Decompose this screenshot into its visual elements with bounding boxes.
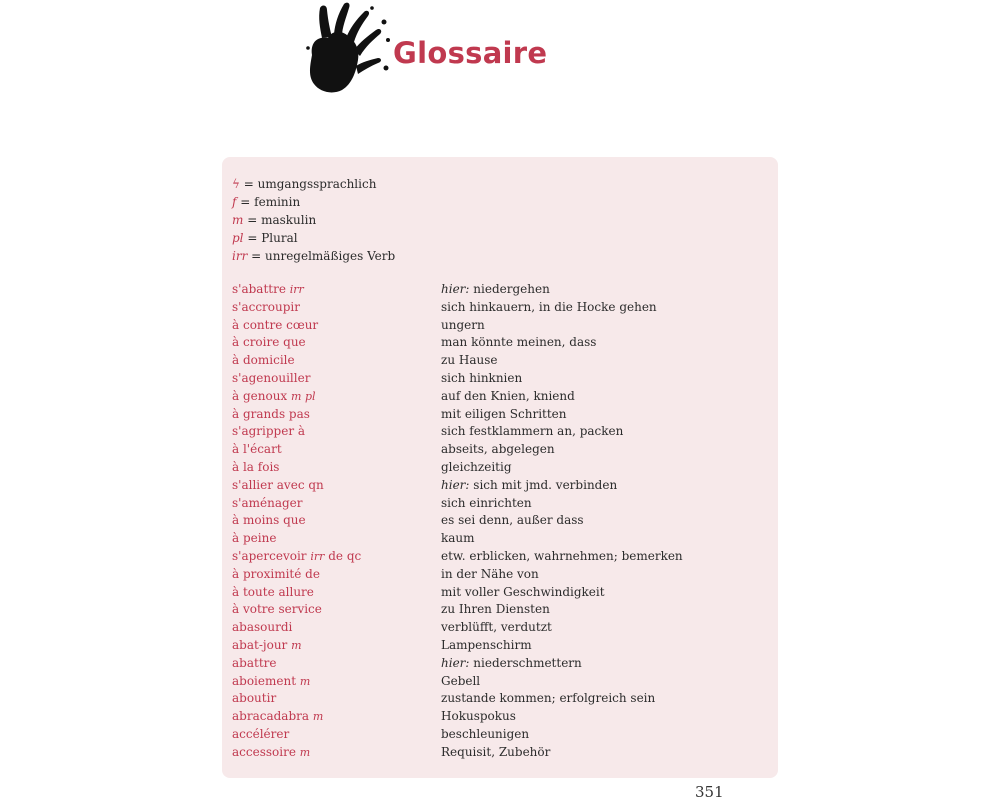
legend-row: [232, 247, 395, 265]
legend-row: [232, 229, 395, 247]
glossary-term: [232, 317, 441, 335]
glossary-entry: [232, 406, 772, 424]
glossary-entry: [232, 477, 772, 495]
term-text: abasourdi: [232, 620, 293, 635]
term-text: à genoux: [232, 388, 288, 403]
grammar-tag: m: [299, 674, 311, 688]
term-text: à votre service: [232, 602, 322, 617]
glossary-term: [232, 441, 441, 459]
glossary-definition: [441, 406, 567, 424]
glossary-term: [232, 601, 441, 619]
grammar-tag: m: [291, 638, 302, 652]
term-text: à grands pas: [232, 406, 310, 421]
definition-text: auf den Knien, kniend: [441, 388, 575, 403]
term-text: à moins que: [232, 513, 306, 528]
glossary-panel: [222, 157, 778, 778]
glossary-definition: [441, 281, 550, 299]
glossary-entry: [232, 495, 772, 513]
glossary-entry: [232, 566, 772, 584]
abbreviation-legend: [232, 175, 395, 265]
definition-text: kaum: [441, 531, 475, 546]
glossary-definition: [441, 744, 550, 762]
definition-prefix: hier:: [441, 655, 470, 670]
definition-text: sich festklammern an, packen: [441, 424, 624, 439]
term-text: accessoire: [232, 744, 296, 759]
glossary-entry: [232, 352, 772, 370]
term-text: s'agripper à: [232, 424, 306, 439]
definition-text: sich einrichten: [441, 495, 532, 510]
glossary-definition: [441, 352, 497, 370]
definition-text: man könnte meinen, dass: [441, 335, 597, 350]
definition-text: niedergehen: [473, 282, 550, 296]
glossary-definition: [441, 299, 657, 317]
glossary-term: [232, 299, 441, 317]
definition-text: sich mit jmd. verbinden: [473, 477, 618, 492]
term-text: s'apercevoir: [232, 548, 307, 563]
handprint-icon: [302, 0, 394, 95]
header: [300, 0, 630, 100]
glossary-entry: [232, 299, 772, 317]
glossary-definition: [441, 673, 480, 691]
glossary-term: [232, 406, 441, 424]
glossary-entry: [232, 726, 772, 744]
term-suffix: de qc: [328, 548, 362, 563]
term-text: à peine: [232, 531, 277, 546]
glossary-term: [232, 548, 441, 566]
glossary-term: [232, 423, 441, 441]
glossary-definition: [441, 512, 584, 530]
glossary-definition: [441, 423, 623, 441]
term-text: s'abattre: [232, 282, 286, 296]
glossary-entry: [232, 459, 772, 477]
glossary-entry: [232, 655, 772, 673]
definition-text: es sei denn, außer dass: [441, 513, 584, 528]
legend-text: = umgangssprachlich: [243, 177, 377, 191]
glossary-entry: [232, 512, 772, 530]
glossary-definition: [441, 441, 555, 459]
legend-row: [232, 193, 395, 211]
definition-text: in der Nähe von: [441, 566, 539, 581]
definition-text: gleichzeitig: [441, 459, 512, 474]
legend-abbr: irr: [232, 249, 248, 263]
glossary-definition: [441, 334, 596, 352]
glossary-definition: [441, 388, 575, 406]
glossary-list: [232, 281, 772, 762]
glossary-term: [232, 726, 441, 744]
glossary-term: [232, 530, 441, 548]
definition-prefix: hier:: [441, 282, 470, 296]
glossary-term: [232, 619, 441, 637]
definition-text: sich hinknien: [441, 370, 523, 385]
glossary-term: [232, 477, 441, 495]
glossary-term: [232, 637, 441, 655]
glossary-entry: [232, 690, 772, 708]
glossary-definition: [441, 619, 552, 637]
glossary-entry: [232, 423, 772, 441]
term-text: s'agenouiller: [232, 370, 311, 385]
term-text: s'aménager: [232, 495, 303, 510]
term-text: abracadabra: [232, 709, 310, 724]
glossary-entry: [232, 388, 772, 406]
term-text: à la fois: [232, 459, 280, 474]
glossary-entry: [232, 637, 772, 655]
legend-text: = unregelmäßiges Verb: [251, 249, 396, 263]
glossary-definition: [441, 566, 539, 584]
page-title: Glossaire: [393, 36, 548, 70]
glossary-term: [232, 690, 441, 708]
definition-prefix: hier:: [441, 477, 470, 492]
page-number: 351: [695, 783, 724, 801]
glossary-definition: [441, 601, 550, 619]
definition-text: etw. erblicken, wahrnehmen; bemerken: [441, 548, 683, 563]
glossary-definition: [441, 530, 475, 548]
definition-text: zu Ihren Diensten: [441, 602, 550, 617]
legend-abbr: pl: [232, 231, 244, 245]
legend-text: = maskulin: [247, 213, 317, 227]
definition-text: niederschmettern: [473, 655, 582, 670]
legend-abbr: f: [232, 195, 237, 209]
glossary-definition: [441, 459, 512, 477]
glossary-entry: [232, 441, 772, 459]
glossary-term: [232, 566, 441, 584]
definition-text: verblüfft, verdutzt: [441, 620, 552, 635]
glossary-term: [232, 673, 441, 691]
glossary-entry: [232, 584, 772, 602]
glossary-term: [232, 352, 441, 370]
glossary-definition: [441, 584, 605, 602]
term-text: à proximité de: [232, 566, 320, 581]
glossary-term: [232, 388, 441, 406]
glossary-term: [232, 370, 441, 388]
glossary-entry: [232, 744, 772, 762]
grammar-tag: irr: [310, 549, 325, 563]
legend-row: [232, 175, 395, 193]
legend-abbr: m: [232, 213, 244, 227]
definition-text: abseits, abgelegen: [441, 442, 555, 457]
legend-text: = Plural: [247, 231, 298, 245]
term-text: aboutir: [232, 691, 277, 706]
term-text: aboiement: [232, 673, 297, 688]
glossary-entry: [232, 370, 772, 388]
glossary-entry: [232, 548, 772, 566]
glossary-entry: [232, 708, 772, 726]
definition-text: sich hinkauern, in die Hocke gehen: [441, 299, 657, 314]
definition-text: Gebell: [441, 673, 481, 688]
definition-text: Lampenschirm: [441, 637, 532, 652]
glossary-entry: [232, 334, 772, 352]
legend-row: [232, 211, 395, 229]
grammar-tag: irr: [289, 283, 304, 296]
definition-text: zu Hause: [441, 353, 498, 368]
glossary-definition: [441, 477, 617, 495]
glossary-term: [232, 512, 441, 530]
legend-abbr: ϟ: [232, 177, 240, 191]
term-text: à l'écart: [232, 442, 282, 457]
term-text: à domicile: [232, 353, 295, 368]
definition-text: Requisit, Zubehör: [441, 744, 551, 759]
term-text: abattre: [232, 655, 277, 670]
term-text: abat-jour: [232, 637, 288, 652]
glossary-definition: [441, 726, 529, 744]
definition-text: mit eiligen Schritten: [441, 406, 567, 421]
definition-text: mit voller Geschwindigkeit: [441, 584, 605, 599]
legend-text: = feminin: [240, 195, 301, 209]
glossary-definition: [441, 690, 655, 708]
glossary-term: [232, 495, 441, 513]
grammar-tag: m: [299, 745, 311, 759]
glossary-definition: [441, 708, 516, 726]
glossary-term: [232, 744, 441, 762]
term-text: s'allier avec qn: [232, 477, 324, 492]
glossary-entry: [232, 619, 772, 637]
glossary-definition: [441, 370, 522, 388]
glossary-term: [232, 708, 441, 726]
glossary-entry: [232, 317, 772, 335]
glossary-term: [232, 334, 441, 352]
definition-text: zustande kommen; erfolgreich sein: [441, 691, 656, 706]
term-text: accélérer: [232, 726, 290, 741]
grammar-tag: m: [312, 710, 324, 724]
glossary-definition: [441, 317, 485, 335]
term-text: s'accroupir: [232, 299, 300, 314]
definition-text: ungern: [441, 317, 485, 332]
glossary-definition: [441, 548, 683, 566]
glossary-entry: [232, 530, 772, 548]
definition-text: Hokuspokus: [441, 709, 516, 724]
term-text: à croire que: [232, 335, 306, 350]
glossary-term: [232, 655, 441, 673]
definition-text: beschleunigen: [441, 726, 530, 741]
glossary-term: [232, 281, 441, 299]
grammar-tag: m pl: [291, 389, 316, 403]
glossary-definition: [441, 655, 582, 673]
term-text: à contre cœur: [232, 317, 319, 332]
glossary-definition: [441, 495, 532, 513]
glossary-definition: [441, 637, 532, 655]
glossary-entry: [232, 281, 772, 299]
glossary-entry: [232, 601, 772, 619]
glossary-term: [232, 459, 441, 477]
glossary-entry: [232, 673, 772, 691]
glossary-term: [232, 584, 441, 602]
term-text: à toute allure: [232, 584, 314, 599]
